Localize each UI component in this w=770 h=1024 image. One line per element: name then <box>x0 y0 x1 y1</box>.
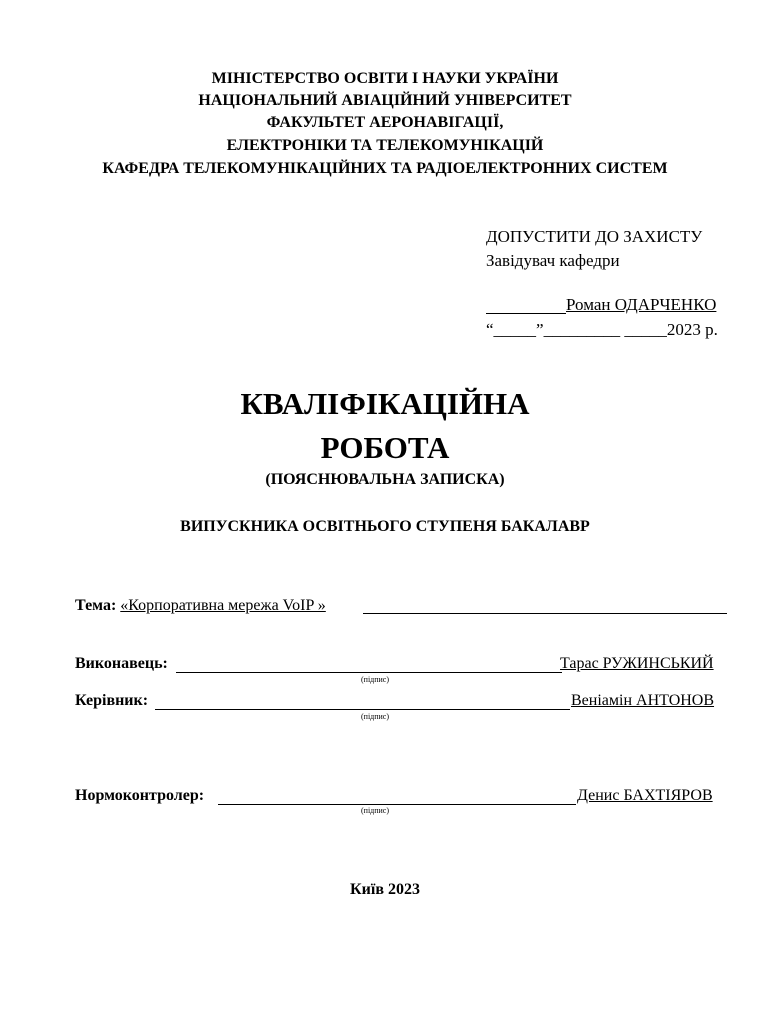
performer-label: Виконавець: <box>75 655 168 672</box>
approval-date-line: “_____”_________ _____2023 р. <box>486 320 718 339</box>
performer-sign-hint: (підпис) <box>361 675 390 684</box>
topic-label: Тема: <box>75 597 117 614</box>
normcontrol-name: Денис БАХТІЯРОВ <box>577 787 713 804</box>
faculty-line-2: ЕЛЕКТРОНІКИ ТА ТЕЛЕКОМУНІКАЦІЙ <box>226 137 544 154</box>
department-line: КАФЕДРА ТЕЛЕКОМУНІКАЦІЙНИХ ТА РАДІОЕЛЕКТРОННИХ СИСТЕМ <box>102 160 668 177</box>
supervisor-name: Веніамін АНТОНОВ <box>571 692 715 709</box>
head-signature-line <box>486 313 566 314</box>
document-title-line-1: КВАЛІФІКАЦІЙНА <box>240 386 530 421</box>
head-of-department-title: Завідувач кафедри <box>486 251 620 270</box>
normcontrol-label: Нормоконтролер: <box>75 787 205 804</box>
performer-name: Тарас РУЖИНСЬКИЙ <box>560 655 714 672</box>
university-line: НАЦІОНАЛЬНИЙ АВІАЦІЙНИЙ УНІВЕРСИТЕТ <box>198 92 572 109</box>
head-of-department-name: Роман ОДАРЧЕНКО <box>566 295 717 314</box>
faculty-line: ФАКУЛЬТЕТ АЕРОНАВІГАЦІЇ, <box>266 114 504 131</box>
city-year: Київ 2023 <box>350 881 420 898</box>
topic-value: «Корпоративна мережа VoIP » <box>120 597 326 614</box>
degree-line: ВИПУСКНИКА ОСВІТНЬОГО СТУПЕНЯ БАКАЛАВР <box>180 518 590 535</box>
admit-to-defense: ДОПУСТИТИ ДО ЗАХИСТУ <box>486 227 703 246</box>
supervisor-sign-hint: (підпис) <box>361 712 390 721</box>
document-subtitle: (ПОЯСНЮВАЛЬНА ЗАПИСКА) <box>265 471 505 488</box>
topic-row <box>75 597 326 615</box>
supervisor-signature-line <box>155 709 570 710</box>
performer-signature-line <box>176 672 562 673</box>
normcontrol-sign-hint: (підпис) <box>361 806 390 815</box>
document-title-line-2: РОБОТА <box>320 430 450 465</box>
supervisor-label: Керівник: <box>75 692 149 709</box>
topic-underline <box>363 613 727 614</box>
ministry-line: МІНІСТЕРСТВО ОСВІТИ І НАУКИ УКРАЇНИ <box>211 70 559 87</box>
normcontrol-signature-line <box>218 804 576 805</box>
